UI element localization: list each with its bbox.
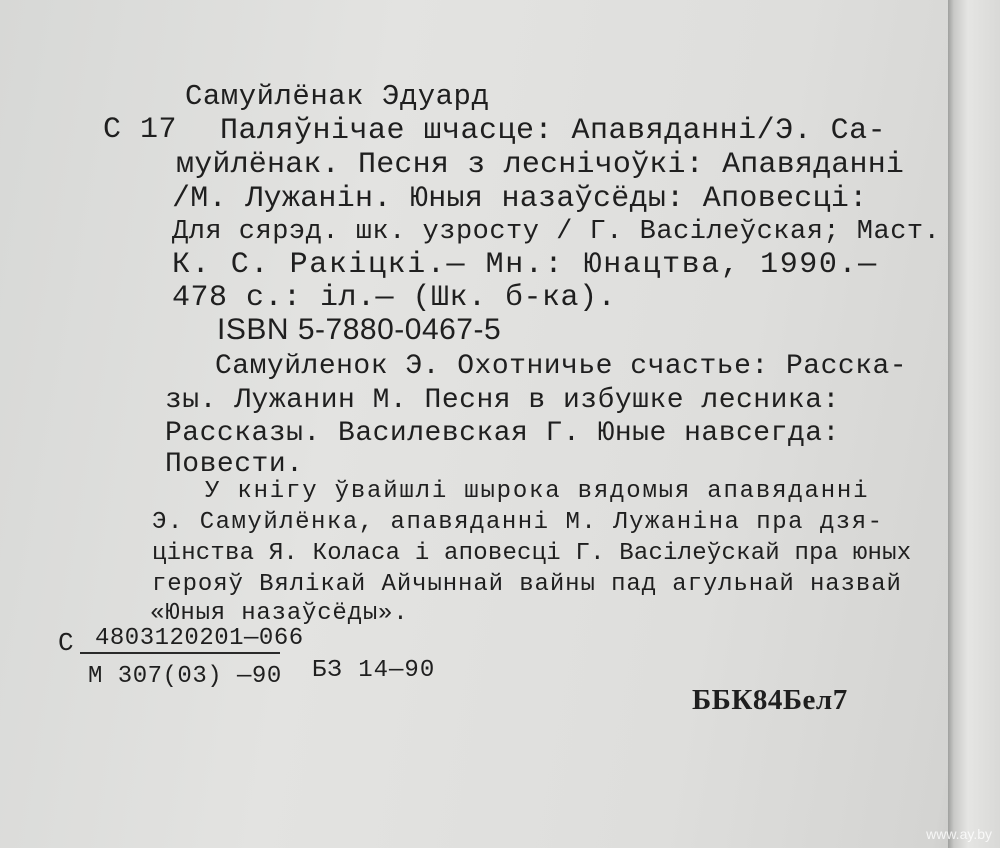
- russian-line-4: Повести.: [165, 449, 304, 480]
- watermark: www.ay.by: [926, 826, 992, 842]
- annotation-line-3: цінства Я. Коласа і аповесці Г. Васілеўскай пра юных: [152, 540, 912, 567]
- classification-numerator: 4803120201—066: [95, 625, 304, 652]
- classification-denominator: М 307(03) —90: [88, 663, 282, 690]
- annotation-line-4: герояў Вялікай Айчыннай вайны пад агульнай назвай: [152, 571, 902, 598]
- russian-line-2: зы. Лужанин М. Песня в избушке лесника:: [165, 385, 840, 416]
- index-code: С 17: [103, 113, 178, 147]
- annotation-line-2: Э. Самуйлёнка, апавяданні М. Лужаніна пра дзя-: [152, 509, 884, 536]
- annotation-line-1: У кнігу ўвайшлі шырока вядомыя апавяданні: [205, 478, 870, 505]
- entry-line-5: К. С. Ракіцкі.— Мн.: Юнацтва, 1990.—: [172, 248, 878, 282]
- entry-line-4: Для сярэд. шк. узросту / Г. Васілеўская; Маст.: [172, 217, 941, 247]
- entry-line-6: 478 с.: іл.— (Шк. б-ка).: [172, 281, 617, 315]
- russian-line-1: Самуйленок Э. Охотничье счастье: Расска-: [215, 351, 908, 382]
- annotation-line-5: «Юныя назаўсёды».: [150, 600, 409, 627]
- entry-line-2: муйлёнак. Песня з леснічоўкі: Апавяданні: [176, 148, 905, 182]
- classification-letter: С: [58, 628, 75, 658]
- entry-line-3: /М. Лужанін. Юныя назаўсёды: Аповесці:: [172, 182, 868, 216]
- bz-code: БЗ 14—90: [312, 657, 436, 684]
- isbn: ISBN 5-7880-0467-5: [217, 313, 502, 346]
- russian-line-3: Рассказы. Василевская Г. Юные навсегда:: [165, 418, 840, 449]
- page-edge: [948, 0, 1000, 848]
- fraction-rule: [80, 652, 280, 654]
- entry-line-1: Паляўнічае шчасце: Апавяданні/Э. Са-: [220, 114, 887, 148]
- bbk-code: ББК84Бел7: [692, 684, 848, 716]
- author-heading: Самуйлёнак Эдуард: [185, 80, 490, 113]
